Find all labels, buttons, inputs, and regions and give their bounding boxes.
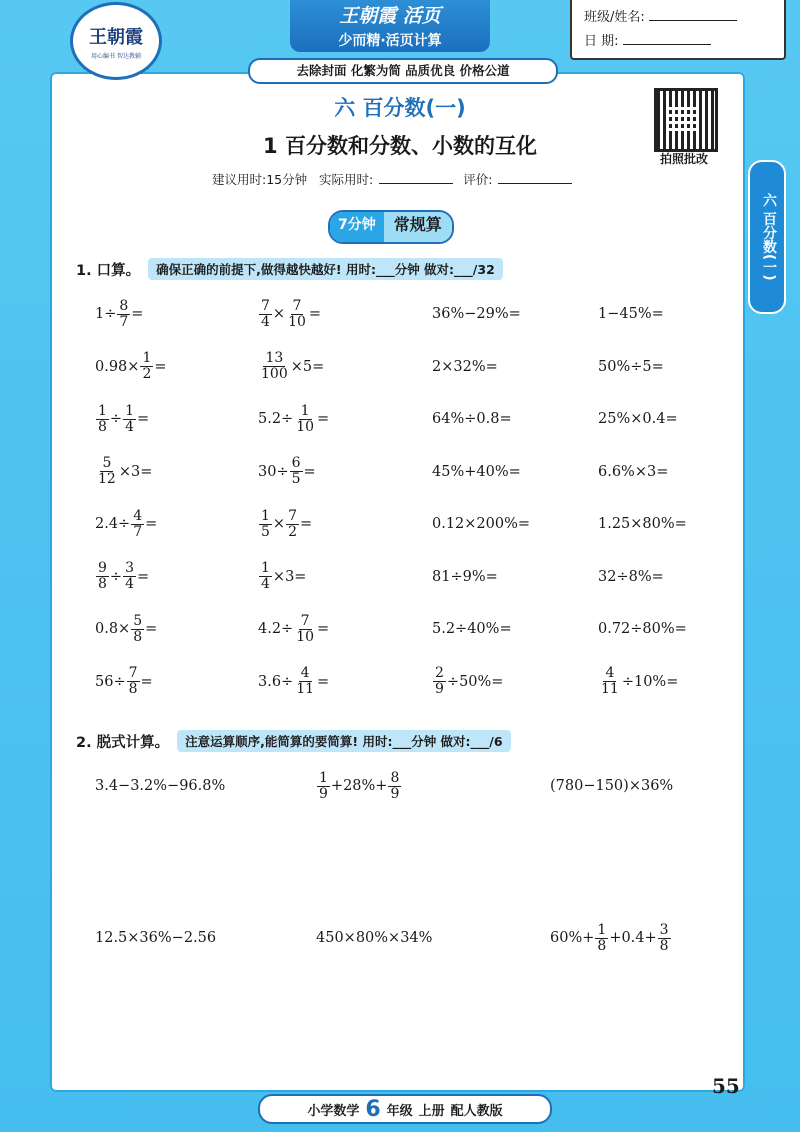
denominator: 12 — [98, 471, 116, 487]
expr-text: × — [272, 306, 286, 322]
section-oral-tip: 确保正确的前提下,做得越快越好! 用时:___分钟 做对:___/32 — [148, 258, 503, 280]
numerator: 7 — [292, 297, 302, 314]
oral-problem[interactable] — [258, 611, 329, 647]
suggest-time: 建议用时:15分钟 — [212, 172, 308, 187]
denominator: 11 — [296, 681, 315, 697]
fraction — [259, 351, 290, 382]
oral-problem[interactable] — [258, 401, 329, 437]
actual-time-label: 实际用时: — [319, 172, 374, 187]
denominator: 2 — [288, 523, 297, 540]
fraction — [294, 666, 316, 697]
denominator: 4 — [125, 418, 134, 435]
numerator: 3 — [125, 560, 134, 576]
fraction — [123, 561, 136, 592]
logo-sub: 用心编书 智达教辅 — [91, 52, 141, 60]
oral-problem[interactable] — [432, 401, 512, 437]
class-row — [584, 6, 737, 25]
denominator: 2 — [142, 366, 152, 382]
numerator: 4 — [300, 665, 310, 681]
oral-problem[interactable] — [258, 506, 312, 542]
slogan: 去除封面 化繁为简 品质优良 价格公道 — [248, 58, 558, 84]
oral-problem[interactable] — [95, 296, 143, 332]
fraction — [259, 509, 272, 540]
fraction — [140, 351, 153, 382]
expr-text: ÷50%= — [446, 673, 504, 690]
fraction — [259, 561, 272, 592]
expr-text: = — [145, 516, 158, 532]
expr-text: = — [131, 306, 144, 322]
expr-text: 64%÷0.8= — [432, 411, 512, 427]
numerator: 1 — [597, 921, 607, 938]
expr-text: = — [308, 306, 322, 322]
expr-text: 0.98× — [95, 358, 140, 375]
fraction — [294, 614, 316, 645]
fraction — [388, 771, 401, 802]
expr-text: = — [140, 673, 153, 690]
expr-text: 0.8× — [95, 621, 131, 637]
badge-title: 常规算 — [384, 212, 452, 242]
publisher-logo — [70, 2, 162, 80]
oral-problem[interactable] — [432, 296, 521, 332]
numerator: 7 — [288, 507, 297, 524]
fraction — [123, 404, 136, 435]
denominator: 8 — [98, 418, 107, 435]
expr-text: (780−150)×36% — [550, 778, 674, 794]
denominator: 9 — [319, 785, 328, 802]
timing-row — [212, 170, 578, 188]
numerator: 3 — [659, 921, 669, 938]
lesson-title: 1 百分数和分数、小数的互化 — [263, 134, 537, 158]
expr-text: 60%+ — [550, 930, 595, 946]
expr-text: 5.2÷40%= — [432, 621, 512, 637]
fraction — [127, 666, 140, 697]
denominator: 4 — [125, 576, 134, 592]
footer-subject: 小学数学 — [307, 1103, 360, 1119]
section-badge — [328, 210, 454, 244]
fraction — [658, 923, 671, 954]
denominator: 8 — [128, 681, 138, 697]
numerator: 8 — [119, 297, 129, 314]
expr-text: = — [154, 358, 167, 375]
fraction — [294, 404, 316, 435]
fraction — [433, 666, 446, 697]
expr-text: 3.6÷ — [258, 673, 294, 690]
expr-text: 36%−29%= — [432, 306, 521, 322]
written-problem[interactable] — [316, 768, 402, 804]
expr-text: 1.25×80%= — [598, 516, 687, 532]
expr-text: ÷10%= — [621, 673, 679, 690]
denominator: 5 — [261, 523, 270, 540]
fraction — [286, 299, 308, 330]
section-written-title: 2. 脱式计算。 — [76, 734, 170, 751]
oral-problem[interactable] — [598, 401, 678, 437]
numerator: 5 — [102, 455, 112, 471]
expr-text: +28%+ — [330, 778, 388, 794]
written-problem[interactable] — [316, 920, 432, 956]
fraction — [259, 299, 272, 330]
denominator: 10 — [296, 628, 315, 645]
footer-banner — [258, 1094, 552, 1124]
fraction — [96, 404, 109, 435]
oral-problem[interactable] — [598, 559, 664, 595]
footer-grade: 6 — [365, 1096, 381, 1122]
expr-text: 2×32%= — [432, 358, 498, 375]
expr-text: = — [317, 673, 330, 690]
expr-text: 6.6%×3= — [598, 463, 669, 480]
expr-text: ÷ — [109, 568, 123, 585]
grade-line[interactable] — [498, 183, 572, 184]
oral-problem[interactable] — [598, 611, 687, 647]
written-problem[interactable] — [95, 768, 225, 804]
denominator: 5 — [291, 471, 301, 487]
expr-text: = — [317, 621, 330, 637]
numerator: 1 — [319, 769, 328, 786]
expr-text: 45%+40%= — [432, 463, 521, 480]
side-chapter-tab: 六 百分数(一) — [748, 160, 786, 314]
expr-text: 25%×0.4= — [598, 411, 678, 427]
expr-text: ×3= — [118, 463, 153, 480]
class-line[interactable] — [649, 20, 737, 21]
numerator: 7 — [128, 665, 138, 681]
expr-text: 81÷9%= — [432, 568, 498, 585]
expr-text: 56÷ — [95, 673, 126, 690]
numerator: 1 — [261, 507, 270, 524]
numerator: 5 — [133, 612, 143, 629]
class-label: 班级/姓名: — [584, 10, 645, 25]
expr-text: ÷ — [109, 411, 123, 427]
denominator: 7 — [133, 523, 143, 540]
oral-problem[interactable] — [598, 349, 664, 385]
numerator: 7 — [300, 612, 310, 629]
oral-problem[interactable] — [432, 664, 503, 700]
expr-text: 1−45%= — [598, 306, 664, 322]
oral-problem[interactable] — [598, 296, 664, 332]
written-problem[interactable] — [95, 920, 216, 956]
expr-text: +0.4+ — [609, 930, 657, 946]
oral-problem[interactable] — [432, 559, 498, 595]
oral-problem[interactable] — [95, 611, 157, 647]
denominator: 8 — [133, 628, 143, 645]
oral-problem[interactable] — [258, 454, 316, 490]
numerator: 4 — [133, 507, 143, 524]
expr-text: = — [317, 411, 330, 427]
badge-time: 7分钟 — [330, 212, 384, 242]
fraction — [96, 561, 109, 592]
oral-problem[interactable] — [598, 454, 668, 490]
numerator: 1 — [125, 402, 134, 419]
expr-text: 0.72÷80%= — [598, 621, 687, 637]
numerator: 2 — [435, 665, 444, 681]
oral-problem[interactable] — [95, 506, 157, 542]
oral-problem[interactable] — [598, 506, 687, 542]
expr-text: = — [137, 568, 150, 585]
section-written-tip: 注意运算顺序,能简算的要简算! 用时:___分钟 做对:___/6 — [177, 730, 510, 752]
written-problem[interactable] — [550, 920, 672, 956]
oral-problem[interactable] — [432, 454, 521, 490]
qr-label: 拍照批改 — [659, 152, 708, 166]
expr-text: = — [300, 516, 313, 532]
expr-text: 12.5×36%−2.56 — [95, 930, 217, 946]
expr-text: = — [145, 621, 158, 637]
expr-text: = — [303, 463, 316, 480]
logo-text: 王朝霞 — [89, 26, 143, 48]
oral-problem[interactable] — [598, 664, 678, 700]
fraction — [317, 771, 330, 802]
expr-text: = — [137, 411, 150, 427]
footer-edition: 配人教版 — [450, 1103, 503, 1119]
oral-problem[interactable] — [258, 664, 329, 700]
numerator: 4 — [605, 665, 615, 681]
date-row — [584, 30, 711, 49]
denominator: 4 — [261, 313, 270, 330]
brand-subtitle: 少而精·活页计算 — [338, 33, 442, 49]
denominator: 8 — [98, 576, 107, 592]
numerator: 1 — [300, 402, 310, 419]
oral-problem[interactable] — [258, 296, 321, 332]
section-written — [76, 730, 511, 752]
denominator: 100 — [261, 366, 288, 382]
numerator: 9 — [98, 560, 107, 576]
denominator: 9 — [435, 681, 444, 697]
page-number: 55 — [712, 1074, 740, 1098]
numerator: 1 — [98, 402, 107, 419]
denominator: 8 — [597, 937, 607, 954]
expr-text: ×5= — [290, 358, 325, 375]
denominator: 4 — [261, 576, 270, 592]
oral-problem[interactable] — [258, 559, 306, 595]
fraction — [595, 923, 608, 954]
oral-problem[interactable] — [95, 559, 149, 595]
denominator: 10 — [296, 418, 315, 435]
expr-text: 1÷ — [95, 306, 117, 322]
footer-term: 上册 — [418, 1103, 445, 1119]
brand-banner — [290, 0, 490, 52]
denominator: 7 — [119, 313, 129, 330]
expr-text: 30÷ — [258, 463, 289, 480]
denominator: 10 — [288, 313, 306, 330]
oral-problem[interactable] — [432, 349, 498, 385]
fraction — [96, 456, 118, 487]
expr-text: 4.2÷ — [258, 621, 294, 637]
section-oral-title: 1. 口算。 — [76, 262, 141, 279]
fraction — [599, 666, 621, 697]
expr-text: 50%÷5= — [598, 358, 664, 375]
expr-text: 0.12×200%= — [432, 516, 531, 532]
numerator: 6 — [291, 455, 301, 471]
expr-text: 2.4÷ — [95, 516, 131, 532]
brand-title: 王朝霞 活页 — [339, 5, 441, 27]
denominator: 11 — [601, 681, 619, 697]
fraction — [290, 456, 303, 487]
oral-problem[interactable] — [432, 611, 512, 647]
grade-label: 评价: — [463, 172, 493, 187]
oral-problem[interactable] — [95, 664, 153, 700]
written-problem[interactable] — [550, 768, 673, 804]
fraction — [117, 299, 130, 330]
fraction — [131, 509, 144, 540]
numerator: 13 — [265, 350, 284, 366]
oral-problem[interactable] — [95, 349, 167, 385]
expr-text: 3.4−3.2%−96.8% — [95, 778, 226, 794]
expr-text: 5.2÷ — [258, 411, 294, 427]
numerator: 1 — [142, 350, 152, 366]
actual-time-line[interactable] — [379, 183, 453, 184]
denominator: 8 — [659, 937, 669, 954]
numerator: 1 — [261, 560, 270, 576]
expr-text: × — [272, 516, 286, 532]
denominator: 9 — [390, 785, 400, 802]
numerator: 7 — [261, 297, 270, 314]
fraction — [286, 509, 299, 540]
fraction — [131, 614, 144, 645]
footer-grade-suffix: 年级 — [386, 1103, 413, 1119]
expr-text: ×3= — [272, 568, 307, 585]
expr-text: 32÷8%= — [598, 568, 664, 585]
date-line[interactable] — [623, 44, 711, 45]
student-info-box — [570, 0, 786, 60]
numerator: 8 — [390, 769, 400, 786]
chapter-title: 六 百分数(一) — [334, 96, 466, 120]
expr-text: 450×80%×34% — [316, 930, 433, 946]
oral-problem[interactable] — [258, 349, 324, 385]
oral-problem[interactable] — [95, 454, 152, 490]
section-oral — [76, 258, 503, 280]
date-label: 日 期: — [584, 34, 619, 49]
oral-problem[interactable] — [432, 506, 530, 542]
oral-problem[interactable] — [95, 401, 149, 437]
